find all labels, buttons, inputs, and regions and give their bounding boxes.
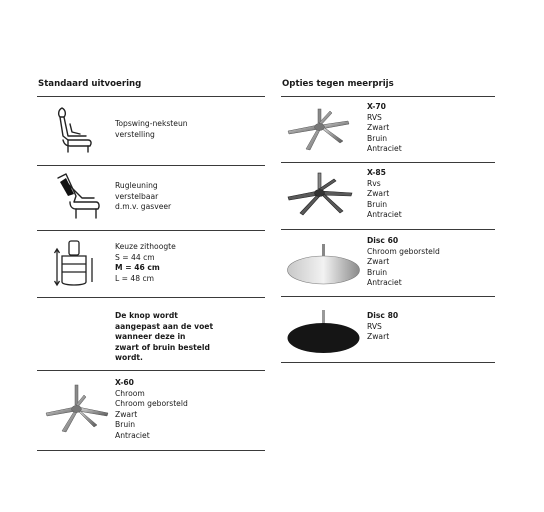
line: Rvs <box>367 178 381 188</box>
chair-headrest-icon <box>50 106 100 156</box>
line: zwart of bruin besteld <box>115 342 210 352</box>
divider <box>281 229 495 230</box>
line: L = 48 cm <box>115 273 155 283</box>
line: RVS <box>367 321 382 331</box>
divider <box>37 370 265 371</box>
product-name: X-70 <box>367 102 386 111</box>
left-column-title: Standaard uitvoering <box>38 79 142 89</box>
gas-cylinder-height-icon <box>54 238 96 288</box>
line: Keuze zithoogte <box>115 242 176 251</box>
line: Bruin <box>367 133 388 143</box>
line: Antraciet <box>367 278 402 288</box>
disc-base-chrome-icon <box>286 240 362 288</box>
line: Bruin <box>115 420 136 430</box>
line: wanneer deze in <box>115 332 186 342</box>
line: verstelling <box>115 129 155 139</box>
divider <box>281 96 495 97</box>
line: aangepast aan de voet <box>115 321 214 331</box>
star-base-dark-icon <box>284 169 360 219</box>
line: Topswing-neksteun <box>115 119 188 128</box>
right-column-title: Opties tegen meerprijs <box>282 79 394 89</box>
line: Bruin <box>367 267 388 277</box>
line: Zwart <box>367 257 390 267</box>
product-name: X-85 <box>367 168 386 177</box>
line: Antraciet <box>367 144 402 154</box>
line: Zwart <box>367 332 390 342</box>
divider <box>281 162 495 163</box>
disc80-description <box>367 311 398 343</box>
disc60-description <box>367 236 440 289</box>
divider <box>37 96 265 97</box>
divider <box>281 296 495 297</box>
disc-base-black-icon <box>286 306 362 356</box>
line: wordt. <box>115 353 143 363</box>
line: Antraciet <box>367 210 402 220</box>
line: M = 46 cm <box>115 263 160 273</box>
star-base-icon <box>42 383 112 435</box>
line: d.m.v. gasveer <box>115 202 172 212</box>
line: Chroom geborsteld <box>367 246 440 256</box>
line: Bruin <box>367 199 388 209</box>
divider <box>281 362 495 363</box>
height-description <box>115 242 176 284</box>
line: Antraciet <box>115 430 150 440</box>
line: Chroom <box>115 388 145 398</box>
line: verstelbaar <box>115 191 159 201</box>
divider <box>37 297 265 298</box>
chair-recline-icon <box>52 172 104 220</box>
knob-note <box>115 311 213 364</box>
product-name: X-60 <box>115 378 134 387</box>
line: Zwart <box>115 409 138 419</box>
divider <box>37 450 265 451</box>
divider <box>37 230 265 231</box>
headrest-description <box>115 119 188 140</box>
product-name: Disc 60 <box>367 236 399 245</box>
line: RVS <box>367 112 382 122</box>
product-name: Disc 80 <box>367 311 399 320</box>
line: S = 44 cm <box>115 252 155 262</box>
line: Rugleuning <box>115 181 158 190</box>
line: Chroom geborsteld <box>115 399 188 409</box>
line: Zwart <box>367 123 390 133</box>
divider <box>37 165 265 166</box>
line: De knop wordt <box>115 311 178 320</box>
line: Zwart <box>367 189 390 199</box>
x85-description <box>367 168 402 221</box>
recline-description <box>115 181 171 213</box>
star-base-icon <box>284 103 360 153</box>
x70-description <box>367 102 402 155</box>
x60-description <box>115 378 188 442</box>
